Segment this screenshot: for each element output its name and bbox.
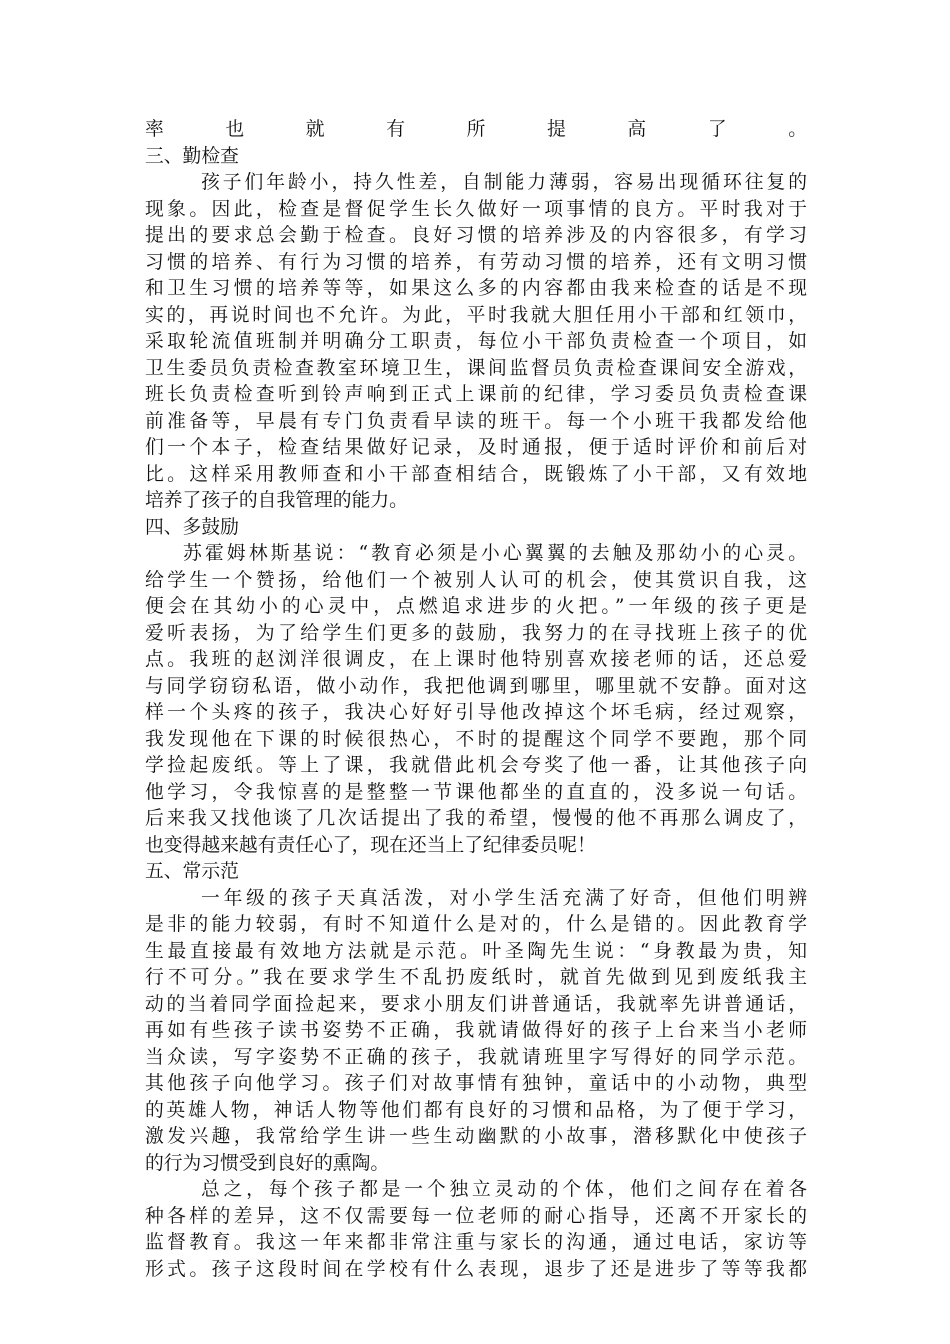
- text-line: 便会在其幼小的心灵中，点燃追求进步的火把。”一年级的孩子更是: [145, 596, 807, 617]
- text-line: 爱听表扬，为了给学生们更多的鼓励，我努力的在寻找班上孩子的优: [145, 622, 807, 644]
- text-line: 监督教育。我这一年来都非常注重与家长的沟通，通过电话，家访等: [145, 1232, 807, 1253]
- text-line: 的英雄人物，神话人物等他们都有良好的习惯和品格，为了便于学习，: [145, 1099, 807, 1121]
- text-line: 样一个头疼的孩子，我决心好好引导他改掉这个坏毛病，经过观察，: [145, 702, 807, 723]
- text-line: 点。我班的赵浏洋很调皮，在上课时他特别喜欢接老师的话，还总爱: [145, 649, 807, 670]
- text-line: 他学习，令我惊喜的是整整一节课他都坐的直直的，没多说一句话。: [145, 781, 807, 803]
- text-line: 实的，再说时间也不允许。为此，平时我就大胆任用小干部和红领巾，: [145, 304, 807, 326]
- text-line: 是非的能力较弱，有时不知道什么是对的，什么是错的。因此教育学: [145, 914, 807, 935]
- text-line: 卫生委员负责检查教室环境卫生，课间监督员负责检查课间安全游戏，: [145, 357, 807, 379]
- text-line: 总之，每个孩子都是一个独立灵动的个体，他们之间存在着各: [201, 1179, 807, 1200]
- document-page: [145, 117, 807, 1283]
- text-line: 与同学窃窃私语，做小动作，我把他调到哪里，哪里就不安静。面对这: [145, 675, 807, 697]
- text-line: 给学生一个赞扬，给他们一个被别人认可的机会，使其赏识自我，这: [145, 569, 807, 591]
- text-line: 班长负责检查听到铃声响到正式上课前的纪律，学习委员负责检查课: [145, 384, 807, 405]
- text-line: 前准备等，早晨有专门负责看早读的班干。每一个小班干我都发给他: [145, 410, 807, 432]
- text-line: 学捡起废纸。等上了课，我就借此机会夸奖了他一番，让其他孩子向: [145, 755, 807, 776]
- text-line: 习惯的培养、有行为习惯的培养，有劳动习惯的培养，还有文明习惯: [145, 251, 807, 273]
- text-line: 提出的要求总会勤于检查。良好习惯的培养涉及的内容很多，有学习: [145, 225, 807, 246]
- text-line: 其他孩子向他学习。孩子们对故事情有独钟，童话中的小动物，典型: [145, 1073, 807, 1094]
- text-line: 和卫生习惯的培养等等，如果这么多的内容都由我来检查的话是不现: [145, 278, 807, 299]
- text-line: 一年级的孩子天真活泼，对小学生活充满了好奇，但他们明辨: [201, 887, 807, 909]
- text-line: 当众读，写字姿势不正确的孩子，我就请班里字写得好的同学示范。: [145, 1046, 807, 1068]
- section-heading: 三、勤检查: [145, 145, 239, 167]
- text-line: 后来我又找他谈了几次话提出了我的希望，慢慢的他不再那么调皮了，: [145, 808, 807, 829]
- text-line: 动的当着同学面捡起来，要求小朋友们讲普通话，我就率先讲普通话，: [145, 993, 807, 1015]
- text-line: 形式。孩子这段时间在学校有什么表现，退步了还是进步了等等我都: [145, 1258, 807, 1280]
- text-line: 孩子们年龄小，持久性差，自制能力薄弱，容易出现循环往复的: [201, 172, 807, 193]
- text-line: 比。这样采用教师查和小干部查相结合，既锻炼了小干部，又有效地: [145, 463, 807, 485]
- text-line: 的行为习惯受到良好的熏陶。: [145, 1152, 390, 1174]
- text-line: 我发现他在下课的时候很热心，不时的提醒这个同学不要跑，那个同: [145, 728, 807, 750]
- section-heading: 四、多鼓励: [145, 516, 239, 538]
- text-line: 激发兴趣，我常给学生讲一些生动幽默的小故事，潜移默化中使孩子: [145, 1126, 807, 1147]
- text-line: 采取轮流值班制并明确分工职责，每位小干部负责检查一个项目，如: [145, 331, 807, 352]
- text-line: 现象。因此，检查是督促学生长久做好一项事情的良方。平时我对于: [145, 198, 807, 220]
- section-heading: 五、常示范: [145, 861, 239, 882]
- text-line: 生最直接最有效地方法就是示范。叶圣陶先生说：“身教最为贵，知: [145, 940, 807, 962]
- text-line: 率也就有所提高了。: [145, 119, 807, 140]
- text-line: 们一个本子，检查结果做好记录，及时通报，便于适时评价和前后对: [145, 437, 807, 458]
- text-line: 也变得越来越有责任心了，现在还当上了纪律委员呢！: [145, 834, 596, 856]
- text-line: 种各样的差异，这不仅需要每一位老师的耐心指导，还离不开家长的: [145, 1205, 807, 1227]
- text-line: 培养了孩子的自我管理的能力。: [145, 490, 408, 511]
- text-line: 再如有些孩子读书姿势不正确，我就请做得好的孩子上台来当小老师: [145, 1020, 807, 1041]
- text-line: 苏霍姆林斯基说：“教育必须是小心翼翼的去触及那幼小的心灵。: [183, 543, 807, 564]
- text-line: 行不可分。”我在要求学生不乱扔废纸时，就首先做到见到废纸我主: [145, 967, 807, 988]
